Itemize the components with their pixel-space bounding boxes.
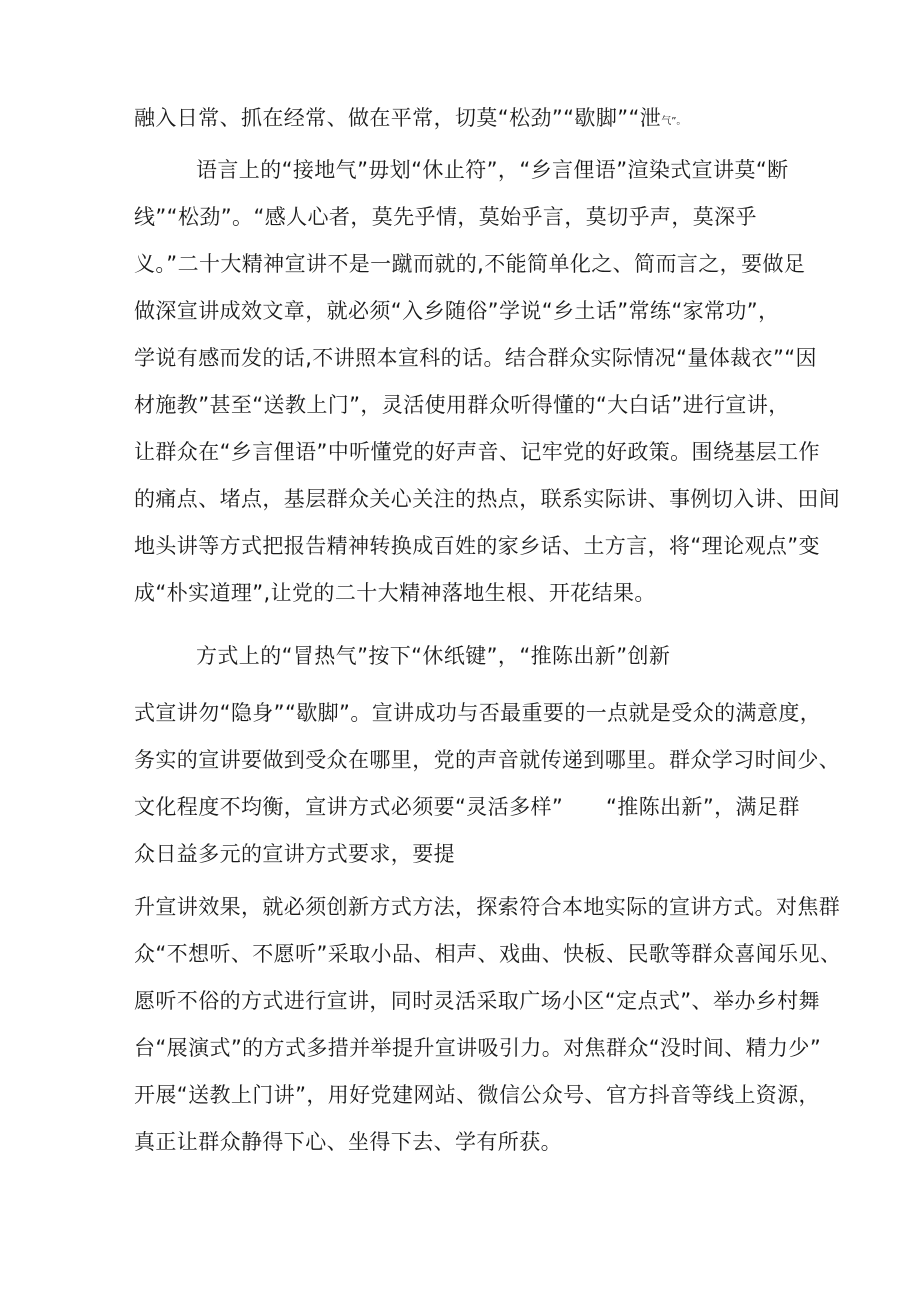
paragraph-4-line-2: 众“不想听、不愿听”采取小品、相声、戏曲、快板、民歌等群众喜闻乐见、 [134,942,842,966]
paragraph-3-line-4: 众日益多元的宣讲方式要求，要提 [134,842,455,866]
paragraph-2-line-9: 地头讲等方式把报告精神转换成百姓的家乡话、土方言，将“理论观点”变 [134,534,820,558]
paragraph-3-line-3: 文化程度不均衡，宣讲方式必须要“灵活多样” “推陈出新”，满足群 [134,795,800,819]
paragraph-3-line-2: 务实的宣讲要做到受众在哪里，党的声音就传递到哪里。群众学习时间少、 [134,748,841,772]
paragraph-4-line-4: 台“展演式”的方式多措并举提升宣讲吸引力。对焦群众“没时间、精力少” [134,1036,822,1060]
paragraph-2-line-3: 义。”二十大精神宣讲不是一蹴而就的,不能简单化之、简而言之，要做足 [134,252,806,276]
paragraph-2-line-7: 让群众在“乡言俚语”中听懂党的好声音、记牢党的好政策。围绕基层工作 [134,440,820,464]
paragraph-4-line-1: 升宣讲效果，就必须创新方式方法，探索符合本地实际的宣讲方式。对焦群 [134,895,841,919]
paragraph-3-line-1: 式宣讲勿“隐身”“歇脚”。宣讲成功与否最重要的一点就是受众的满意度， [134,701,822,725]
paragraph-2-line-1: 语言上的“接地气”毋划“休止符”，“乡言俚语”渲染式宣讲莫“断 [196,158,789,182]
paragraph-2-line-10: 成“朴实道理”,让党的二十大精神落地生根、开花结果。 [134,581,656,605]
text-line-1-tail: 气”。 [661,116,687,127]
paragraph-4-line-6: 真正让群众静得下心、坐得下去、学有所获。 [134,1130,562,1154]
paragraph-2-line-4: 做深宣讲成效文章，就必须“入乡随俗”学说“乡土话”常练“家常功”， [134,299,780,323]
paragraph-2-line-5: 学说有感而发的话,不讲照本宣科的话。结合群众实际情况“量体裁衣”“因 [134,346,817,370]
paragraph-2-line-6: 材施教”甚至“送教上门”，灵活使用群众听得懂的“大白话”进行宣讲， [134,393,790,417]
paragraph-4-line-5: 开展“送教上门讲”，用好党建网站、微信公众号、官方抖音等线上资源， [134,1083,820,1107]
paragraph-2-line-8: 的痛点、堵点，基层群众关心关注的热点，联系实际讲、事例切入讲、田间 [134,487,841,511]
text-line-1: 融入日常、抓在经常、做在平常，切莫“松劲”“歇脚”“泄气”。 [134,106,687,130]
paragraph-3-heading-line: 方式上的“冒热气”按下“休纸键”，“推陈出新”创新 [196,644,671,668]
paragraph-2-line-2: 线”“松劲”。“感人心者，莫先乎情，莫始乎言，莫切乎声，莫深乎 [134,205,757,229]
paragraph-4-line-3: 愿听不俗的方式进行宣讲，同时灵活采取广场小区“定点式”、举办乡村舞 [134,989,820,1013]
